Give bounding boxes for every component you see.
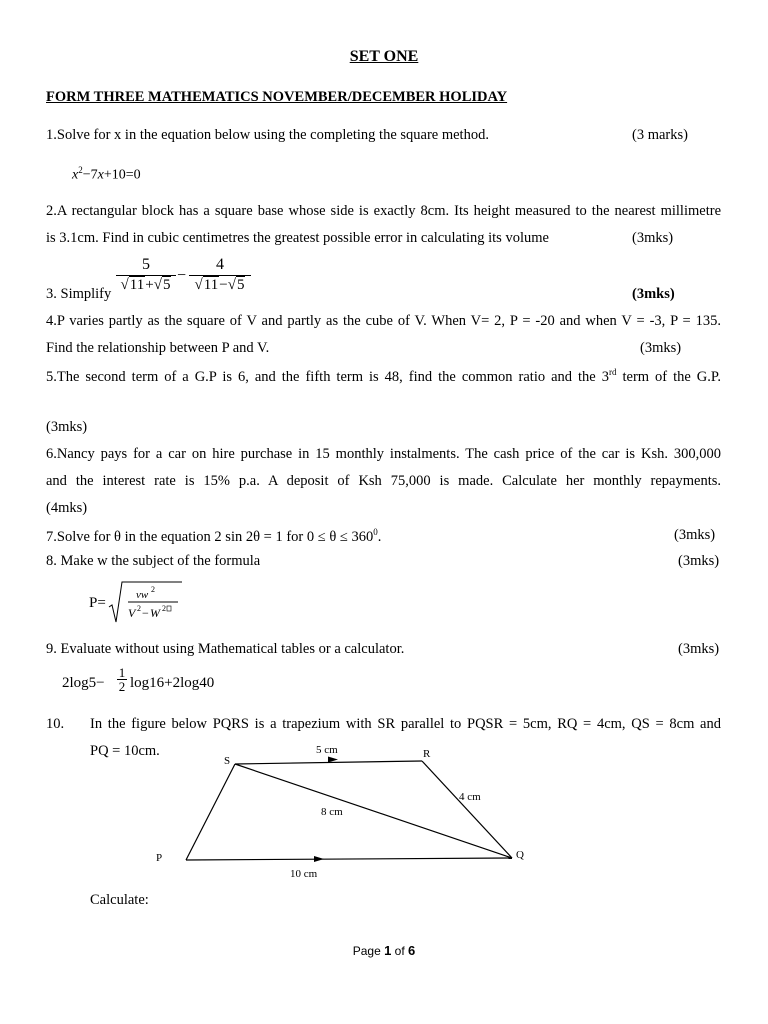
question-3-fraction-2: 4 √11−√5 <box>189 256 251 294</box>
diagonal-qs <box>235 764 512 858</box>
question-7-marks: (3mks) <box>674 527 716 543</box>
document-subtitle: FORM THREE MATHEMATICS NOVEMBER/DECEMBER HOLIDAY <box>46 89 508 105</box>
label-q: Q <box>516 849 524 861</box>
svg-text:2: 2 <box>137 604 141 613</box>
question-5-line-1: 5.The second term of a G.P is 6, and the fifth term is 48, find the common ratio and the 3rd term of the G.P. <box>46 367 721 385</box>
question-3-numerator-1: 5 <box>142 256 150 273</box>
label-r: R <box>423 748 431 760</box>
question-6-line-2: and the interest rate is 15% p.a. A deposit of Ksh 75,000 is made. Calculate her monthly repayments. <box>46 473 721 489</box>
svg-text:2: 2 <box>162 604 166 613</box>
question-5-marks: (3mks) <box>46 419 88 435</box>
question-1-equation: $x^2-7x+10=0$ <box>72 165 141 183</box>
question-8-text: 8. Make w the subject of the formula <box>46 553 261 569</box>
question-1-text: 1.Solve for x in the equation below using the completing the square method. <box>46 127 489 143</box>
question-2-line-2: is 3.1cm. Find in cubic centimetres the greatest possible error in calculating its volume <box>46 230 549 246</box>
question-3-fraction-1: 5 √11+√5 <box>116 256 176 294</box>
svg-text:2: 2 <box>151 585 155 594</box>
calculate-label: Calculate: <box>90 892 149 908</box>
question-9-expression: 2log5− <box>62 675 105 691</box>
question-3-label: 3. Simplify <box>46 286 112 302</box>
question-9-text: 9. Evaluate without using Mathematical tables or a calculator. <box>46 641 405 657</box>
question-6-marks: (4mks) <box>46 500 88 516</box>
label-sr-length: 5 cm <box>316 744 338 756</box>
label-p: P <box>156 852 163 864</box>
question-3-minus: − <box>177 267 187 284</box>
question-3-marks: (3mks) <box>632 286 675 302</box>
question-10-line-2: PQ = 10cm. <box>90 743 160 759</box>
question-8-marks: (3mks) <box>678 553 720 569</box>
question-9-expression-rest: log16+2log40 <box>130 675 215 691</box>
page-title: SET ONE <box>349 48 419 65</box>
sr-arrow-icon <box>328 757 338 763</box>
question-9-marks: (3mks) <box>678 641 720 657</box>
question-4-line-1: 4.P varies partly as the square of V and partly as the cube of V. When V= 2, P = -20 and when V = -3, P = 135. <box>46 313 721 329</box>
svg-text:vw: vw <box>136 589 149 601</box>
pq-arrow-icon <box>314 856 324 862</box>
label-rq-length: 4 cm <box>459 791 481 803</box>
side-rq <box>422 761 512 858</box>
question-9-half-fraction: 1 2 <box>118 665 126 694</box>
question-4-marks: (3mks) <box>640 340 682 356</box>
side-ps <box>186 764 235 860</box>
trapezium-figure <box>150 740 540 885</box>
svg-text:−: − <box>142 606 149 620</box>
question-8-formula-radical <box>108 579 184 625</box>
question-2-marks: (3mks) <box>632 230 674 246</box>
question-2-line-1: 2.A rectangular block has a square base whose side is exactly 8cm. Its height measured to the nearest millimetre <box>46 203 721 219</box>
page-footer: Page 1 of 6 <box>352 943 416 958</box>
svg-text:V: V <box>128 606 136 620</box>
svg-text:W: W <box>150 606 160 620</box>
question-4-line-2: Find the relationship between P and V. <box>46 340 270 356</box>
label-qs-length: 8 cm <box>321 806 343 818</box>
question-7-text: 7.Solve for θ in the equation 2 sin 2θ = 1 for $0 \le \theta \le 360^0$. <box>46 527 382 545</box>
question-8-formula-lhs: P= <box>89 595 106 611</box>
question-10-number: 10. <box>46 716 65 732</box>
question-1-marks: (3 marks) <box>632 127 688 143</box>
question-6-line-1: 6.Nancy pays for a car on hire purchase in 15 monthly instalments. The cash price of the car is Ksh. 300,000 <box>46 446 721 462</box>
side-pq <box>186 858 512 860</box>
question-3-numerator-2: 4 <box>216 256 224 273</box>
label-s: S <box>224 755 231 767</box>
label-pq-length: 10 cm <box>290 868 318 880</box>
question-10-line-1: In the figure below PQRS is a trapezium with SR parallel to PQSR = 5cm, RQ = 4cm, QS = 8cm and <box>90 716 721 732</box>
